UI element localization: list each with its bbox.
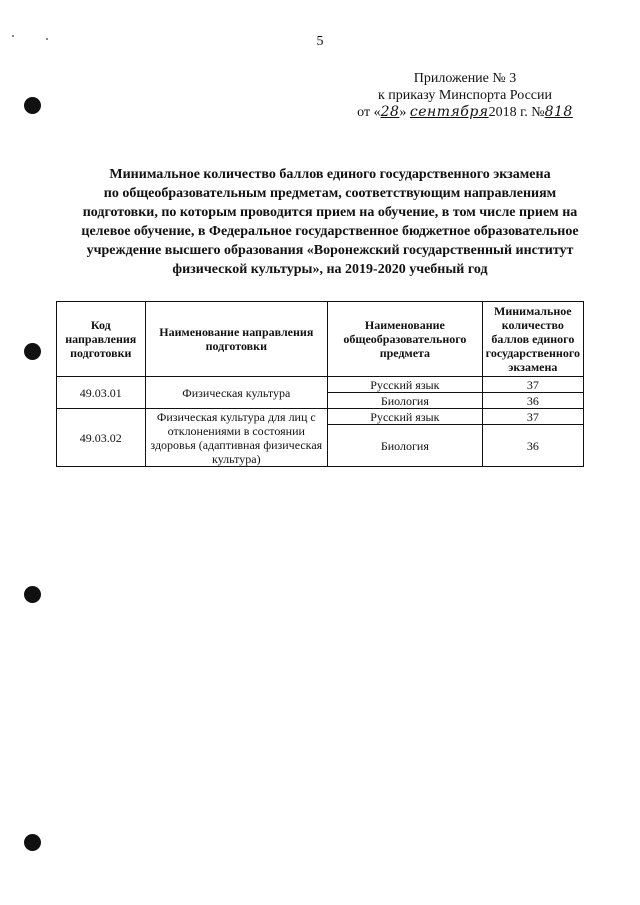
scores-table — [56, 301, 584, 467]
header-direction: Наименование направления подготовки — [145, 302, 328, 377]
subject-name: Русский язык — [328, 377, 483, 393]
appendix-label: Приложение № 3 — [413, 71, 517, 86]
header-min-score: Минимальное количество баллов единого государственного экзамена — [482, 302, 583, 377]
order-day: 28 — [380, 104, 400, 120]
punch-hole — [24, 343, 41, 360]
header-subject: Наименование общеобразовательного предмета — [328, 302, 483, 377]
direction-code: 49.03.02 — [57, 409, 146, 467]
title-line: подготовки, по которым проводится прием на обучение, в том числе прием на — [82, 205, 578, 220]
order-year: 2018 г. № — [488, 105, 545, 120]
min-score: 36 — [482, 425, 583, 467]
table-header-row — [57, 302, 584, 377]
min-score: 37 — [482, 377, 583, 393]
appendix-block — [330, 70, 600, 121]
title-line: Минимальное количество баллов единого государственного экзамена — [109, 167, 551, 182]
table-row — [57, 409, 584, 425]
min-score: 36 — [482, 393, 583, 409]
order-date-mid: » — [399, 105, 410, 120]
min-score: 37 — [482, 409, 583, 425]
order-month: сентября — [409, 104, 489, 120]
title-line: целевое обучение, в Федеральное государственное бюджетное образовательное — [81, 224, 579, 239]
punch-hole — [24, 97, 41, 114]
order-date-prefix: от « — [357, 105, 381, 120]
order-number: 818 — [544, 104, 573, 120]
page-number: 5 — [316, 34, 324, 49]
appendix-order-ref: к приказу Минспорта России — [378, 88, 552, 103]
table-row — [57, 377, 584, 393]
subject-name: Биология — [328, 393, 483, 409]
title-line: учреждение высшего образования «Воронежский государственный институт — [86, 243, 574, 258]
direction-name: Физическая культура — [145, 377, 328, 409]
subject-name: Биология — [328, 425, 483, 467]
direction-name: Физическая культура для лиц с отклонениями в состоянии здоровья (адаптивная физическая культура) — [145, 409, 328, 467]
title-line: по общеобразовательным предметам, соответствующим направлениям — [103, 186, 557, 201]
document-title — [40, 165, 620, 279]
punch-hole — [24, 834, 41, 851]
order-date-line — [330, 104, 600, 121]
header-code: Код направления подготовки — [57, 302, 146, 377]
punch-hole — [24, 586, 41, 603]
direction-code: 49.03.01 — [57, 377, 146, 409]
subject-name: Русский язык — [328, 409, 483, 425]
title-line: физической культуры», на 2019-2020 учебный год — [172, 262, 488, 277]
